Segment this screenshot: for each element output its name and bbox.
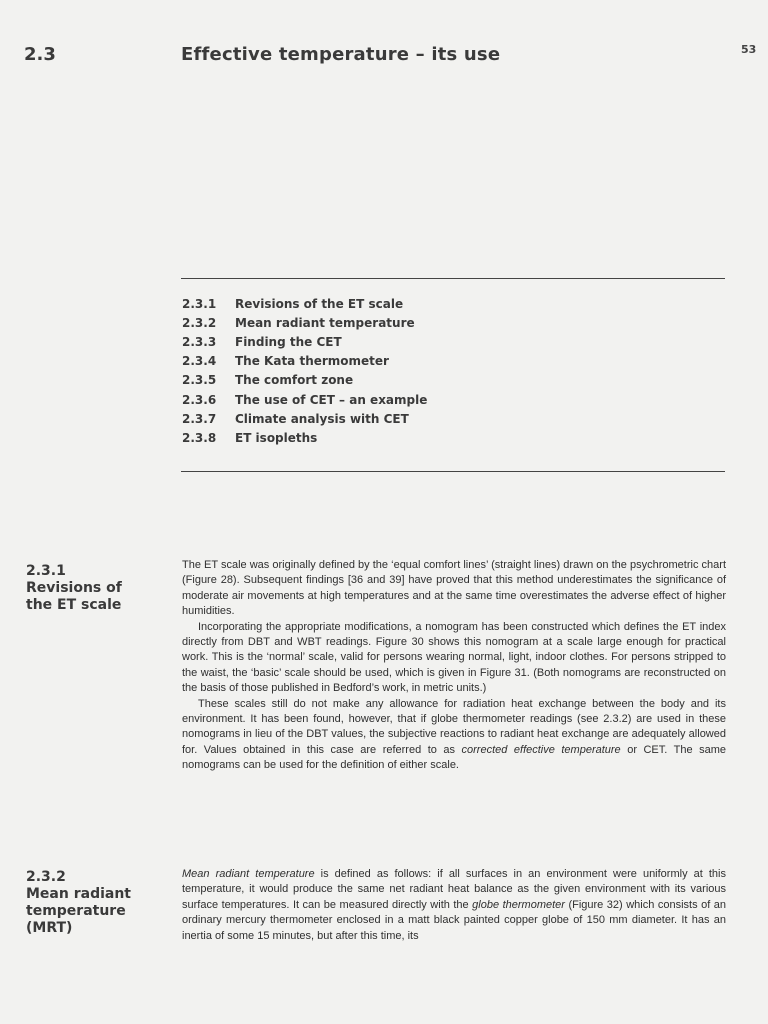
toc-item bbox=[182, 409, 722, 428]
toc-item-title: ET isopleths bbox=[235, 430, 318, 445]
heading-line: (MRT) bbox=[26, 920, 73, 936]
toc-bottom-rule bbox=[181, 471, 725, 472]
toc-item bbox=[182, 371, 722, 390]
toc-item-number: 2.3.2 bbox=[182, 315, 217, 330]
section-2-3-2-body bbox=[182, 867, 726, 944]
toc-item-title: The comfort zone bbox=[235, 373, 354, 388]
section-contents-list bbox=[182, 294, 722, 448]
paragraph bbox=[182, 697, 726, 774]
section-2-3-2-heading bbox=[26, 869, 131, 937]
paragraph bbox=[182, 867, 726, 944]
heading-number: 2.3.2 bbox=[26, 869, 66, 885]
toc-item bbox=[182, 294, 722, 313]
paragraph: The ET scale was originally defined by the ‘equal comfort lines’ (straight lines) drawn on the psychrometric chart (Figure 28). Subsequent findings [36 and 39] have proved that this method underestimates the significance of moderate air movements at high temperatures and at the same time overestimates the adverse effect of higher humidities. bbox=[182, 559, 726, 618]
toc-item-title: The Kata thermometer bbox=[235, 354, 389, 369]
defined-term: globe thermometer bbox=[472, 898, 565, 911]
toc-item-number: 2.3.5 bbox=[182, 373, 217, 388]
toc-item-number: 2.3.6 bbox=[182, 392, 217, 407]
page-number: 53 bbox=[741, 43, 757, 56]
heading-line: temperature bbox=[26, 903, 126, 919]
toc-item bbox=[182, 390, 722, 409]
toc-item-title: Finding the CET bbox=[235, 334, 342, 349]
defined-term: corrected effective temperature bbox=[461, 743, 621, 756]
section-number: 2.3 bbox=[24, 44, 56, 65]
toc-item-number: 2.3.7 bbox=[182, 411, 217, 426]
heading-number: 2.3.1 bbox=[26, 563, 66, 579]
heading-line: the ET scale bbox=[26, 597, 122, 613]
toc-item-title: Mean radiant temperature bbox=[235, 315, 415, 330]
section-2-3-1-heading bbox=[26, 563, 122, 614]
toc-item-title: Climate analysis with CET bbox=[235, 411, 409, 426]
toc-item bbox=[182, 428, 722, 447]
toc-item-title: Revisions of the ET scale bbox=[235, 296, 404, 311]
section-2-3-1-body bbox=[182, 558, 726, 774]
toc-item-number: 2.3.4 bbox=[182, 354, 217, 369]
paragraph-text: (Figure 32) which consists of an ordinary mercury thermometer enclosed in a matt black painted copper globe of 150 mm diameter. It has an inertia of some 15 minutes, but after this time, its bbox=[182, 898, 726, 942]
toc-top-rule bbox=[181, 278, 725, 279]
paragraph-text: is defined as follows: if all surfaces in an environment were uniformly at this temperature, it would produce the same net radiant heat balance as the given environment with its various surface temperatures. It can be measured directly with the bbox=[182, 868, 726, 911]
toc-item bbox=[182, 352, 722, 371]
chapter-title: Effective temperature – its use bbox=[181, 44, 501, 65]
toc-item-number: 2.3.1 bbox=[182, 296, 217, 311]
paragraph-text: or CET. The same nomograms can be used for the definition of either scale. bbox=[182, 743, 726, 772]
toc-item bbox=[182, 313, 722, 332]
toc-item-number: 2.3.3 bbox=[182, 334, 217, 349]
toc-item-title: The use of CET – an example bbox=[235, 392, 428, 407]
heading-line: Mean radiant bbox=[26, 886, 131, 902]
toc-item bbox=[182, 332, 722, 351]
paragraph: Incorporating the appropriate modifications, a nomogram has been constructed which defines the ET index directly from DBT and WBT readings. Figure 30 shows this nomogram at a scale large enough for practical work. This is the ‘normal’ scale, valid for persons wearing normal, light, indoor clothes. For persons stripped to the waist, the ‘basic’ scale should be used, which is given in Figure 31. (Both nomograms are reconstructed on the basis of those published in Bedford’s work, in metric units.) bbox=[182, 620, 726, 695]
toc-item-number: 2.3.8 bbox=[182, 430, 217, 445]
paragraph-text: These scales still do not make any allowance for radiation heat exchange between the body and its environment. It has been found, however, that if globe thermometer readings (see 2.3.2) are used in these nomograms in lieu of the DBT values, the subjective reactions to radiant heat exchange are adequately allowed for. Values obtained in this case are referred to as bbox=[182, 697, 726, 756]
heading-line: Revisions of bbox=[26, 580, 122, 596]
defined-term: Mean radiant temperature bbox=[182, 868, 315, 880]
